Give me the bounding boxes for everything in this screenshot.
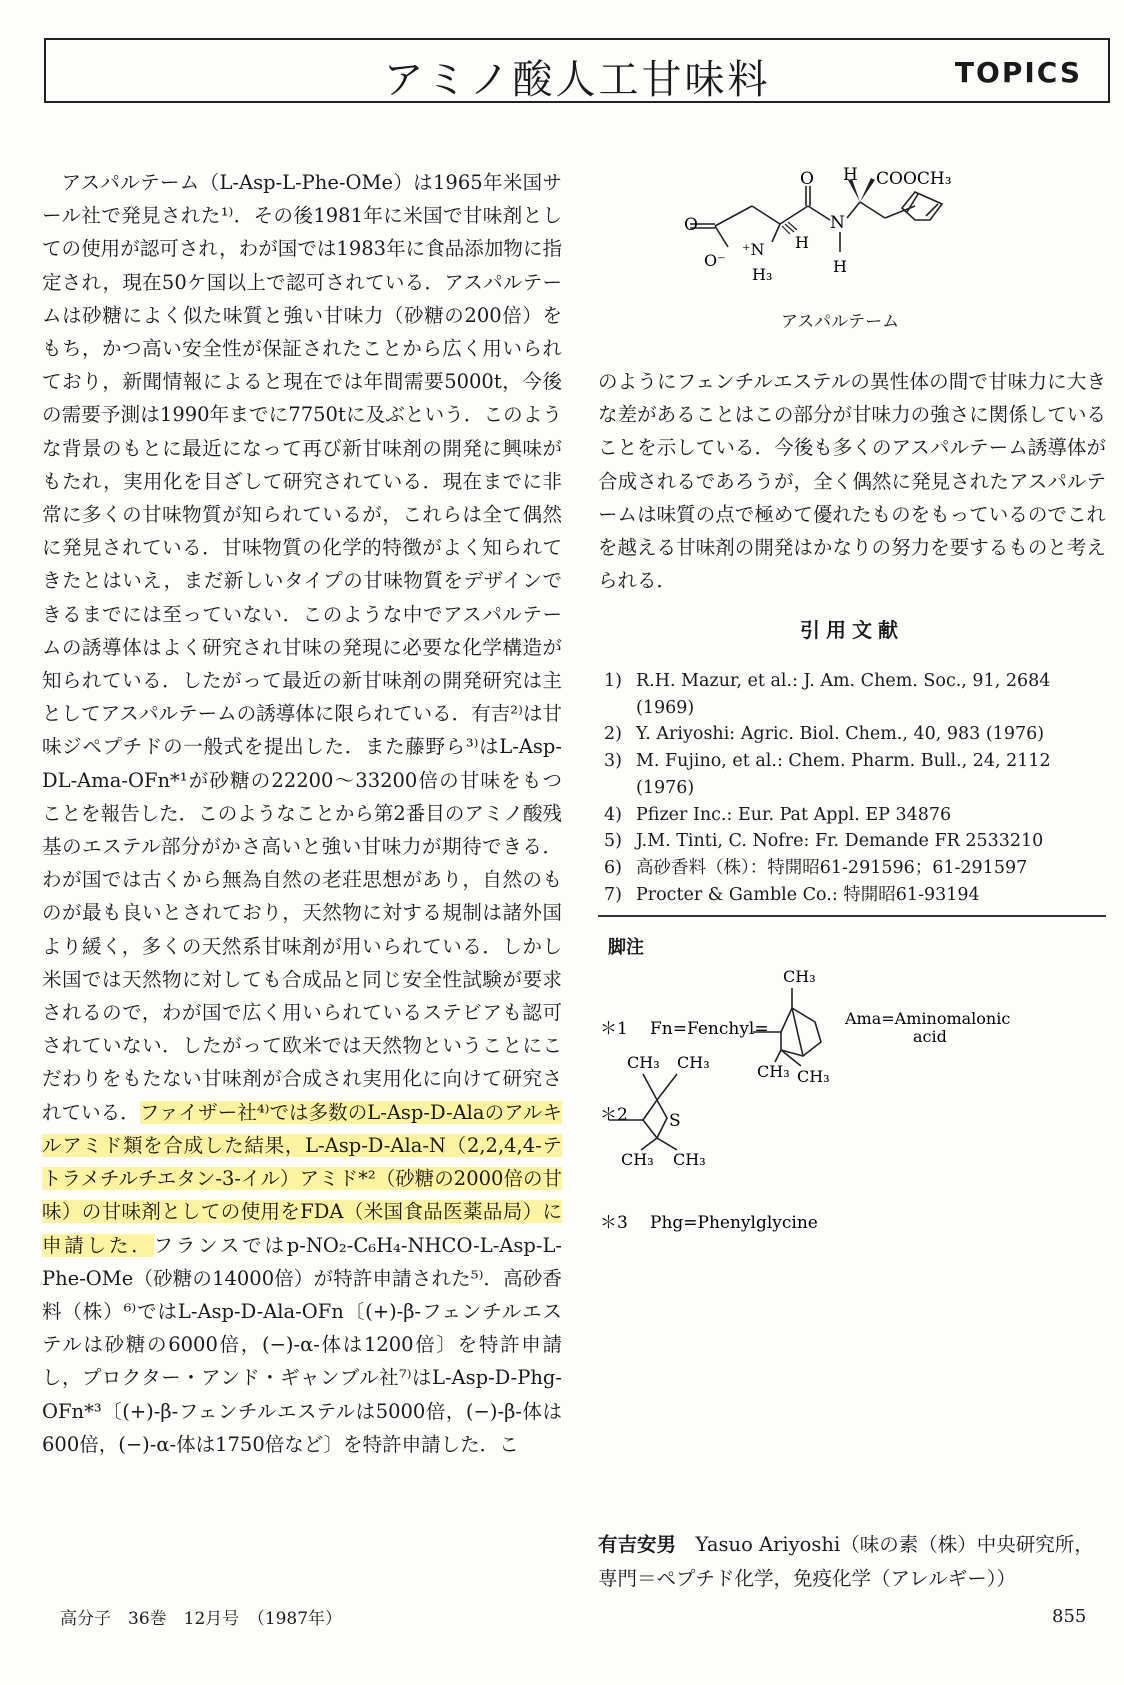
structure-label: O [800,169,814,189]
reference-number: 6) [604,857,622,878]
footnote-3-text: Phg=Phenylglycine [650,1213,818,1233]
left-column [42,166,562,1461]
divider [598,915,1106,917]
reference-text: M. Fujino, et al.: Chem. Pharm. Bull., 24, 2112 (1976) [636,751,1051,798]
structure-caption: アスパルテーム [780,312,900,332]
structure-label: H [833,257,847,276]
left-text-after: フランスではp-NO₂-C₆H₄-NHCO-L-Asp-L-Phe-OMe（砂糖の14000倍）が特許申請された⁵⁾．高砂香料（株）⁶⁾ではL-Asp-D-Ala-OFn〔(+)-β-フェンチルエステルは砂糖の6000倍，(−)-α-体は1200倍〕を特許申請し，プロクター・アンド・ギャンブル社⁷⁾はL-Asp-D-Phg-OFn*³〔(+)-β-フェンチルエステルは5000倍，(−)-β-体は600倍，(−)-α-体は1750倍など〕を特許申請した．こ [42,1233,562,1456]
author-info [598,1528,1110,1596]
reference-text: Y. Ariyoshi: Agric. Biol. Chem., 40, 983 (1976) [636,724,1045,745]
footnote-mark-1: ＊1 [600,1019,628,1039]
reference-item [604,828,1108,855]
structure-label: O⁻ [704,251,726,270]
journal-info: 高分子 36巻 12月号 （1987年） [60,1609,343,1629]
title-box [44,38,1110,103]
footnote-mark-3: ＊3 [600,1213,628,1233]
reference-number: 7) [604,884,622,905]
right-column [598,365,1106,597]
structure-label: H [843,165,858,185]
thietane-ch3: CH₃ [673,1150,706,1169]
structure-label: COOCH₃ [876,169,952,189]
structure-label: N [830,213,845,233]
left-text-before: アスパルテーム（L-Asp-L-Phe-OMe）は1965年米国サール社で発見された¹⁾．その後1981年に米国で甘味剤としての使用が認可され，わが国では1983年に食品添加物に指定され，現在50ケ国以上で認可されている．アスパルテームは砂糖によく似た味質と強い甘味力（砂糖の200倍）をもち，かつ高い安全性が保証されたことから広く用いられており，新聞情報によると現在では年間需要5000t，今後の需要予測は1990年までに7750tに及ぶという．このような背景のもとに最近になって再び新甘味剤の開発に興味がもたれ，実用化を目ざして研究されている．現在までに非常に多くの甘味物質が知られているが，これらは全て偶然に発見されている．甘味物質の化学的特徴がよく知られてきたとはいえ，まだ新しいタイプの甘味物質をデザインできるまでには至っていない．このような中でアスパルテームの誘導体はよく研究され甘味の発現に必要な化学構造が知られている．したがって最近の新甘味剤の開発研究は主としてアスパルテームの誘導体に限られている．有吉²⁾は甘味ジペプチドの一般式を提出した．また藤野ら³⁾はL-Asp-DL-Ama-OFn*¹が砂糖の22200〜33200倍の甘味をもつことを報告した．このようなことから第2番目のアミノ酸残基のエステル部分がかさ高いと強い甘味力が期待できる．わが国では古くから無為自然の老荘思想があり，自然のものが最も良いとされており，天然物に対する規制は諸外国より緩く，多くの天然系甘味剤が用いられている．しかし米国では天然物に対しても合成品と同じ安全性試験が要求されるので，わが国で広く用いられているステビアも認可されていない．したがって欧米では天然物ということにこだわりをもたない甘味剤が合成され実用化に向けて研究されている． [42,171,562,1124]
aspartame-structure [684,165,1030,312]
reference-text: Procter & Gamble Co.: 特開昭61-93194 [636,884,980,905]
left-paragraph [42,166,562,1461]
footnote-1-ama-line2: acid [913,1027,947,1046]
thietane-ch3: CH₃ [627,1053,660,1072]
fenchyl-ch3-top: CH₃ [783,967,816,986]
reference-text: Pfizer Inc.: Eur. Pat Appl. EP 34876 [636,804,952,825]
page-number: 855 [1052,1606,1087,1627]
structure-label: H [795,233,809,252]
fenchyl-ch3-right: CH₃ [797,1067,830,1086]
footnote-1-text: Fn=Fenchyl= [650,1019,769,1039]
footnote-mark-2: ＊2 [600,1105,628,1125]
footnote-1-ama-line1: Ama=Aminomalonic [845,1009,1011,1028]
thietane-ch3: CH₃ [677,1053,710,1072]
reference-item [604,668,1108,721]
reference-item [604,748,1108,801]
thietane-s: S [669,1111,681,1131]
highlighted-text: ファイザー社⁴⁾では多数のL-Asp-D-Alaのアルキルアミド類を合成した結果，L-Asp-D-Ala-N（2,2,4,4-テトラメチルチエタン-3-イル）アミド*²（砂糖の2000倍の甘味）の甘味剤としての使用をFDA（米国食品医薬品局）に申請した． [42,1100,562,1257]
reference-number: 1) [604,671,622,691]
structure-label: H₃ [752,265,773,284]
reference-number: 3) [604,751,622,772]
footnotes-figure [595,960,1110,1250]
reference-text: 高砂香料（株）：特開昭61-291596；61-291597 [636,857,1028,878]
thietane-ch3: CH₃ [621,1150,654,1169]
reference-number: 4) [604,804,622,825]
footnotes-heading: 脚注 [608,937,644,958]
page-title: アミノ酸人工甘味料 [383,57,771,103]
references-heading: 引用文献 [800,618,904,642]
reference-number: 2) [604,724,622,745]
author-affiliation: Yasuo Ariyoshi（味の素（株）中央研究所，専門＝ペプチド化学，免疫化学（アレルギー）） [598,1533,1094,1590]
reference-item [604,855,1108,882]
reference-item [604,882,1108,909]
reference-text: R.H. Mazur, et al.: J. Am. Chem. Soc., 91, 2684 (1969) [636,671,1051,718]
structure-label: ⁺N [742,240,765,259]
reference-item [604,802,1108,829]
fenchyl-ch3-left: CH₃ [757,1062,790,1081]
right-paragraph: のようにフェンチルエステルの異性体の間で甘味力に大きな差があることはこの部分が甘味力の強さに関係していることを示している．今後も多くのアスパルテーム誘導体が合成されるであろうが，全く偶然に発見されたアスパルテームは味質の点で極めて優れたものをもっているのでこれを越える甘味剤の開発はかなりの努力を要するものと考えられる． [598,370,1106,593]
section-tag: TOPICS [954,56,1082,89]
reference-number: 5) [604,831,622,852]
author-name: 有吉安男 [598,1533,677,1556]
references-list [604,668,1108,908]
reference-item [604,721,1108,748]
reference-text: J.M. Tinti, C. Nofre: Fr. Demande FR 2533210 [636,831,1044,852]
structure-label: O [684,215,698,235]
